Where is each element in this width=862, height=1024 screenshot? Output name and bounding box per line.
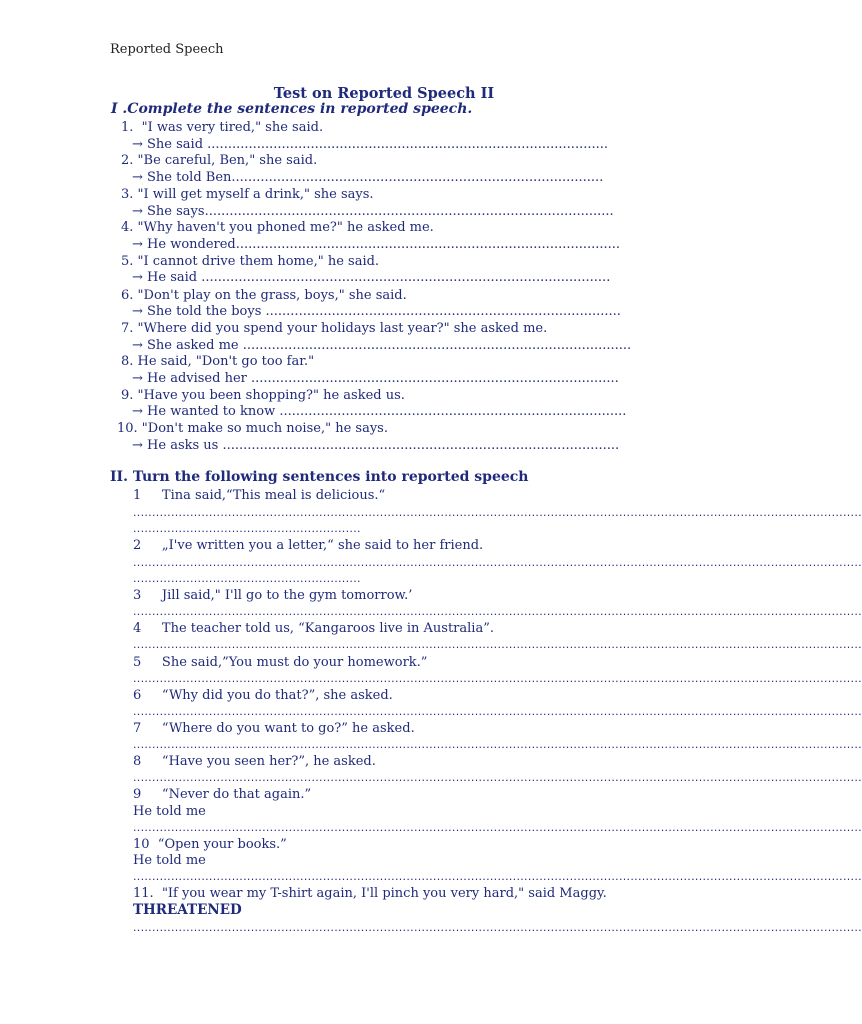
s2-item-7-prompt: 7 “Where do you want to go?” he asked.	[133, 721, 415, 736]
s1-item-10-prompt: 10. "Don't make so much noise," he says.	[117, 421, 388, 436]
s2-item-3-prompt: 3 Jill said," I'll go to the gym tomorrow.’	[133, 588, 413, 603]
s2-item-4-prompt: 4 The teacher told us, “Kangaroos live in Australia”.	[133, 621, 494, 636]
s2-item-1-prompt: 1 Tina said,“This meal is delicious.“	[133, 488, 386, 503]
s2-item-5-answer-line[interactable]: ................................................................................................................................................................................................	[133, 672, 862, 685]
s1-item-1-answer: → She said .................................................................................................	[132, 137, 608, 152]
s1-item-9-answer: → He wanted to know ....................................................................................	[132, 404, 627, 419]
s2-item-11-keyword: THREATENED	[133, 902, 242, 918]
s1-item-1-prompt: 1. "I was very tired," she said.	[121, 120, 324, 135]
s2-item-10-answer-line[interactable]: ................................................................................................................................................................................................	[133, 870, 862, 883]
section-2-heading: II. Turn the following sentences into reported speech	[110, 469, 529, 485]
document-title: Test on Reported Speech II	[273, 85, 495, 102]
s1-item-3-answer: → She says...................................................................................................	[132, 204, 614, 219]
s1-item-10-answer: → He asks us ................................................................................................	[132, 438, 620, 453]
s2-item-8-answer-line[interactable]: ................................................................................................................................................................................................	[133, 771, 862, 784]
s2-item-9-prompt: 9 “Never do that again.”	[133, 787, 312, 802]
s1-item-7-prompt: 7. "Where did you spend your holidays last year?" she asked me.	[121, 321, 548, 336]
s1-item-6-prompt: 6. "Don't play on the grass, boys," she said.	[121, 288, 407, 303]
s2-item-8-prompt: 8 “Have you seen her?”, he asked.	[133, 754, 376, 769]
s2-item-1-answer-line-2[interactable]: ............................................................	[133, 522, 361, 535]
s1-item-7-answer: → She asked me ..............................................................................................	[132, 338, 632, 353]
s2-item-6-prompt: 6 “Why did you do that?”, she asked.	[133, 688, 393, 703]
s2-item-9-answer-line[interactable]: ................................................................................................................................................................................................	[133, 821, 862, 834]
s2-item-10-prompt: 10 “Open your books.”	[133, 837, 287, 852]
section-1-heading: I .Complete the sentences in reported speech.	[111, 101, 473, 117]
s2-item-2-prompt: 2 „I've written you a letter,“ she said to her friend.	[133, 538, 484, 553]
s2-item-6-answer-line[interactable]: ................................................................................................................................................................................................	[133, 705, 862, 718]
s1-item-2-prompt: 2. "Be careful, Ben," she said.	[121, 153, 318, 168]
s2-item-11-answer-line[interactable]: ................................................................................................................................................................................................	[133, 921, 862, 934]
s2-item-2-answer-line-1[interactable]: ................................................................................................................................................................................................	[133, 556, 862, 569]
s1-item-6-answer: → She told the boys ......................................................................................	[132, 304, 621, 319]
s1-item-8-answer: → He advised her .........................................................................................	[132, 371, 619, 386]
s1-item-2-answer: → She told Ben..........................................................................................	[132, 170, 604, 185]
s2-item-4-answer-line[interactable]: ................................................................................................................................................................................................	[133, 638, 862, 651]
s1-item-4-prompt: 4. "Why haven't you phoned me?" he asked me.	[121, 220, 434, 235]
s2-item-10-lead: He told me	[133, 853, 206, 868]
s1-item-3-prompt: 3. "I will get myself a drink," she says.	[121, 187, 374, 202]
s1-item-8-prompt: 8. He said, "Don't go too far."	[121, 354, 315, 369]
s1-item-5-prompt: 5. "I cannot drive them home," he said.	[121, 254, 380, 269]
s2-item-11-prompt: 11. "If you wear my T-shirt again, I'll pinch you very hard," said Maggy.	[133, 886, 607, 901]
s2-item-9-lead: He told me	[133, 804, 206, 819]
running-header: Reported Speech	[110, 42, 224, 57]
s1-item-4-answer: → He wondered.............................................................................................	[132, 237, 621, 252]
s2-item-1-answer-line-1[interactable]: ................................................................................................................................................................................................	[133, 506, 862, 519]
s2-item-7-answer-line[interactable]: ................................................................................................................................................................................................	[133, 738, 862, 751]
s2-item-5-prompt: 5 She said,”You must do your homework.”	[133, 655, 428, 670]
s2-item-2-answer-line-2[interactable]: ............................................................	[133, 572, 361, 585]
s2-item-3-answer-line[interactable]: ................................................................................................................................................................................................	[133, 605, 862, 618]
s1-item-9-prompt: 9. "Have you been shopping?" he asked us.	[121, 388, 405, 403]
s1-item-5-answer: → He said ...................................................................................................	[132, 270, 611, 285]
